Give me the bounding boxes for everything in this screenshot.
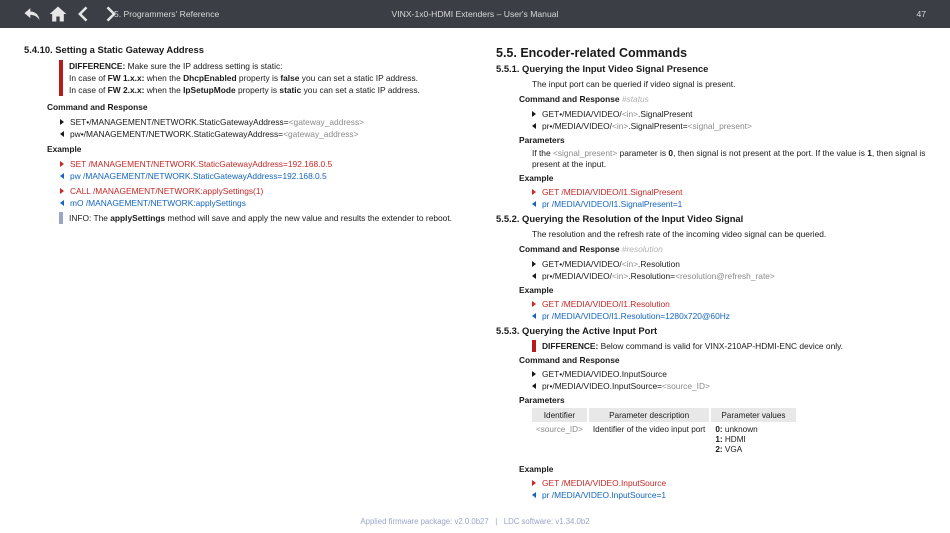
top-bar bbox=[0, 0, 950, 28]
response-line: pr•/MEDIA/VIDEO/<in>.Resolution=<resolution@refresh_rate> bbox=[532, 270, 928, 282]
section-heading-5-5-3: 5.5.3. Querying the Active Input Port bbox=[496, 325, 658, 336]
section-description: The resolution and the refresh rate of the incoming video signal can be queried. bbox=[532, 229, 827, 239]
footer bbox=[0, 517, 950, 526]
command-line: GET•/MEDIA/VIDEO/<in>.Resolution bbox=[532, 258, 928, 270]
example-command: SET /MANAGEMENT/NETWORK.StaticGatewayAddress=192.168.0.5 bbox=[60, 158, 464, 170]
page-number: 47 bbox=[916, 9, 926, 19]
info-note: INFO: The applySettings method will save and apply the new value and results the extender to reboot. bbox=[59, 212, 464, 224]
section-heading-5-5-1: 5.5.1. Querying the Input Video Signal Presence bbox=[496, 63, 709, 74]
parameters-table bbox=[530, 406, 798, 458]
response-line: pr•/MEDIA/VIDEO.InputSource=<source_ID> bbox=[532, 380, 928, 392]
example-response: pr /MEDIA/VIDEO/I1.SignalPresent=1 bbox=[532, 198, 928, 210]
left-column bbox=[24, 44, 464, 224]
example-heading: Example bbox=[519, 173, 554, 183]
table-header: Parameter values bbox=[711, 408, 795, 422]
parameters-text: If the <signal_present> parameter is 0, then signal is not present at the port. If the value is 1, then signal is present at the input. bbox=[532, 148, 926, 169]
parameters-heading: Parameters bbox=[519, 395, 565, 405]
firmware-version: Applied firmware package: v2.0.0b27 bbox=[360, 517, 489, 526]
example-heading: Example bbox=[47, 144, 82, 154]
example-heading: Example bbox=[519, 464, 554, 474]
example-command: GET /MEDIA/VIDEO/I1.SignalPresent bbox=[532, 186, 928, 198]
command-line: GET•/MEDIA/VIDEO.InputSource bbox=[532, 368, 928, 380]
table-row bbox=[532, 424, 796, 456]
command-response-heading: Command and Response bbox=[519, 244, 620, 254]
section-heading-5-5-2: 5.5.2. Querying the Resolution of the Input Video Signal bbox=[496, 213, 744, 224]
table-header: Identifier bbox=[532, 408, 587, 422]
parameters-heading: Parameters bbox=[519, 135, 565, 145]
table-cell-identifier: <source_ID> bbox=[536, 425, 583, 434]
command-response-heading: Command and Response bbox=[519, 355, 620, 365]
example-response: mO /MANAGEMENT/NETWORK:applySettings bbox=[60, 197, 464, 209]
table-cell-description: Identifier of the video input port bbox=[592, 425, 706, 434]
example-response: pr /MEDIA/VIDEO/I1.Resolution=1280x720@60Hz bbox=[532, 310, 928, 322]
table-header: Parameter description bbox=[589, 408, 709, 422]
command-line: SET•/MANAGEMENT/NETWORK.StaticGatewayAddress=<gateway_address> bbox=[60, 116, 464, 128]
example-command: CALL /MANAGEMENT/NETWORK:applySettings(1) bbox=[60, 185, 464, 197]
example-response: pw /MANAGEMENT/NETWORK.StaticGatewayAddress=192.168.0.5 bbox=[60, 170, 464, 182]
section-heading-5-5: 5.5. Encoder-related Commands bbox=[496, 46, 688, 60]
difference-note: DIFFERENCE: Make sure the IP address setting is static: In case of FW 1.x.x: when the DhcpEnabled property is false you can set a static IP address. In case of FW 2.x.x: when the IpSetupMode property is static you can set a static IP address. bbox=[59, 60, 464, 96]
example-command: GET /MEDIA/VIDEO.InputSource bbox=[532, 477, 928, 489]
difference-note: DIFFERENCE: Below command is valid for VINX-210AP-HDMI-ENC device only. bbox=[532, 340, 928, 352]
difference-label: DIFFERENCE: bbox=[69, 61, 126, 71]
document-title: VINX-1x0-HDMI Extenders – User's Manual bbox=[391, 9, 559, 19]
example-heading: Example bbox=[519, 285, 554, 295]
table-cell-values: 0: unknown 1: HDMI 2: VGA bbox=[715, 425, 758, 454]
command-response-heading: Command and Response bbox=[47, 102, 148, 112]
command-response-heading: Command and Response bbox=[519, 94, 620, 104]
section-heading-5-4-10: 5.4.10. Setting a Static Gateway Address bbox=[24, 44, 204, 55]
example-command: GET /MEDIA/VIDEO/I1.Resolution bbox=[532, 298, 928, 310]
ldc-version: LDC software: v1.34.0b2 bbox=[503, 517, 590, 526]
right-column bbox=[496, 44, 928, 501]
status-tag: #status bbox=[621, 94, 649, 104]
example-response: pr /MEDIA/VIDEO.InputSource=1 bbox=[532, 489, 928, 501]
command-line: GET•/MEDIA/VIDEO/<in>.SignalPresent bbox=[532, 108, 928, 120]
footer-separator: | bbox=[495, 517, 498, 526]
breadcrumb[interactable]: 5. Programmers' Reference bbox=[114, 9, 220, 19]
section-description: The input port can be queried if video signal is present. bbox=[532, 79, 736, 89]
response-line: pr•/MEDIA/VIDEO/<in>.SignalPresent=<signal_present> bbox=[532, 120, 928, 132]
resolution-tag: #resolution bbox=[621, 244, 663, 254]
response-line: pw•/MANAGEMENT/NETWORK.StaticGatewayAddress=<gateway_address> bbox=[60, 128, 464, 140]
